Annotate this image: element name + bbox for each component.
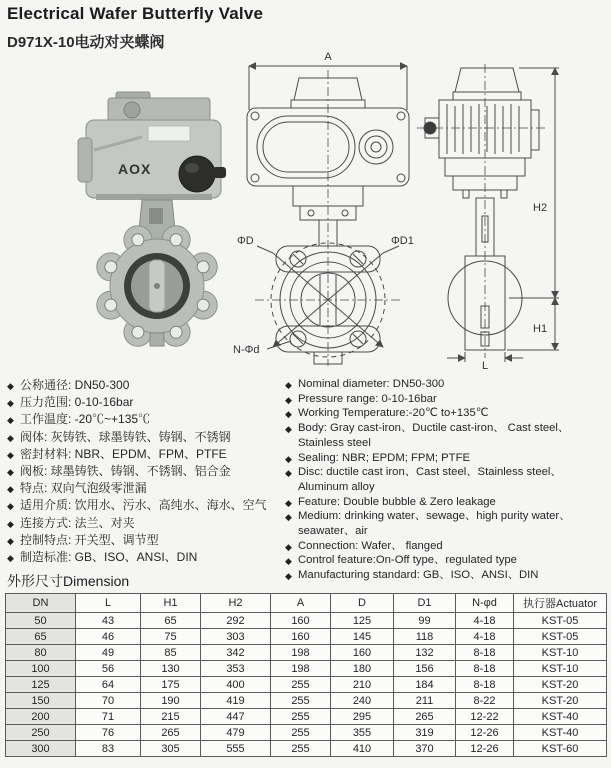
table-cell: 150 [6,693,76,709]
table-cell: 118 [394,629,456,645]
diamond-bullet-icon: ◆ [285,556,292,567]
dim-label-a: A [324,51,332,63]
dim-label-n-phi-d: N-Φd [233,344,260,356]
spec-text: Pressure range: 0-10-16bar [298,392,437,405]
table-row [6,629,607,645]
table-cell: 76 [76,725,141,741]
table-cell: 292 [201,613,271,629]
table-cell: 12-22 [456,709,514,725]
spec-item-cn [7,377,283,394]
table-cell: 50 [6,613,76,629]
table-cell: 12-26 [456,725,514,741]
table-cell: 190 [141,693,201,709]
table-cell: 479 [201,725,271,741]
table-cell: 8-18 [456,645,514,661]
table-cell: 370 [394,741,456,757]
diamond-bullet-icon: ◆ [7,415,14,426]
dim-label-h2: H2 [533,202,548,214]
actuator-illustration [78,92,226,200]
table-cell: 156 [394,661,456,677]
table-cell: 184 [394,677,456,693]
table-row [6,709,607,725]
table-row [6,677,607,693]
table-cell: 319 [394,725,456,741]
spec-list-en [285,377,601,583]
table-cell: 65 [141,613,201,629]
table-cell: 160 [271,613,331,629]
spec-item-en [285,553,601,568]
table-header-cell: H1 [141,594,201,613]
dim-label-phi-d1: ΦD1 [391,235,414,247]
diamond-bullet-icon: ◆ [285,497,292,508]
table-cell: 70 [76,693,141,709]
table-cell: 8-18 [456,677,514,693]
diamond-bullet-icon: ◆ [285,394,292,405]
spec-item-cn [7,532,283,549]
spec-item-en [285,421,601,450]
table-header-cell: DN [6,594,76,613]
front-view-drawing [233,48,423,368]
table-cell: 175 [141,677,201,693]
dimension-table [5,593,607,757]
spec-text: 连接方式: 法兰、对夹 [20,515,135,530]
table-cell: 180 [331,661,394,677]
diamond-bullet-icon: ◆ [285,468,292,479]
table-cell: 132 [394,645,456,661]
diamond-bullet-icon: ◆ [285,380,292,390]
table-cell: KST-20 [514,677,607,693]
dimension-table-body [6,613,607,757]
diamond-bullet-icon: ◆ [7,449,14,460]
table-cell: 80 [6,645,76,661]
table-cell: 56 [76,661,141,677]
spec-item-en [285,465,601,494]
brand-logo: AOX [118,161,152,177]
diamond-bullet-icon: ◆ [285,453,292,464]
spec-item-en [285,509,601,538]
valve-illustration [97,200,217,346]
diamond-bullet-icon: ◆ [285,409,292,420]
table-row [6,693,607,709]
spec-text: 阀体: 灰铸铁、球墨铸铁、铸钢、不锈钢 [20,429,231,444]
spec-text: 密封材料: NBR、EPDM、FPM、PTFE [20,446,227,461]
table-cell: 255 [271,741,331,757]
dim-label-phi-d: ΦD [237,235,254,247]
table-cell: 160 [331,645,394,661]
table-cell: 419 [201,693,271,709]
table-cell: 555 [201,741,271,757]
table-cell: KST-20 [514,693,607,709]
diamond-bullet-icon: ◆ [7,553,14,564]
spec-text: 公称通径: DN50-300 [20,378,130,392]
table-cell: 295 [331,709,394,725]
diamond-bullet-icon: ◆ [285,541,292,552]
spec-text: 控制特点: 开关型、调节型 [20,532,159,547]
spec-text: Disc: ductile cast iron、Cast steel、Stainless steel、Aluminum alloy [298,466,562,493]
table-cell: 255 [271,709,331,725]
table-cell: 210 [331,677,394,693]
table-cell: 8-22 [456,693,514,709]
spec-text: 特点: 双向气泡级零泄漏 [20,481,147,496]
spec-item-en [285,539,601,554]
spec-text: Nominal diameter: DN50-300 [298,378,445,390]
table-cell: 447 [201,709,271,725]
dimension-table-header-row [6,594,607,613]
table-cell: 353 [201,661,271,677]
table-cell: 240 [331,693,394,709]
table-cell: 130 [141,661,201,677]
product-photo [56,90,241,348]
diamond-bullet-icon: ◆ [7,535,14,546]
table-row [6,613,607,629]
table-row [6,741,607,757]
spec-item-cn [7,480,283,497]
spec-item-cn [7,497,283,514]
spec-item-cn [7,446,283,463]
spec-item-cn [7,549,283,566]
table-cell: 255 [271,677,331,693]
spec-text: Medium: drinking water、sewage、high purity water、seawater、air [298,510,571,538]
diamond-bullet-icon: ◆ [7,484,14,495]
table-cell: 145 [331,629,394,645]
spec-item-en [285,406,601,421]
side-view-drawing [413,48,573,370]
spec-text: Feature: Double bubble & Zero leakage [298,495,496,508]
table-cell: 12-26 [456,741,514,757]
table-cell: KST-10 [514,645,607,661]
table-cell: 43 [76,613,141,629]
table-cell: 255 [271,693,331,709]
table-cell: 265 [141,725,201,741]
spec-item-cn [7,515,283,532]
actuator-knob [179,156,215,192]
table-cell: 49 [76,645,141,661]
table-cell: KST-40 [514,709,607,725]
table-row [6,725,607,741]
diamond-bullet-icon: ◆ [7,501,14,512]
table-cell: 342 [201,645,271,661]
table-cell: 8-18 [456,661,514,677]
dim-label-h1: H1 [533,323,548,335]
table-header-cell: A [271,594,331,613]
spec-text: Control feature:On-Off type、regulated type [298,554,517,567]
spec-item-cn [7,411,283,428]
spec-item-en [285,495,601,510]
table-cell: 100 [6,661,76,677]
table-cell: 85 [141,645,201,661]
spec-item-cn [7,463,283,480]
diamond-bullet-icon: ◆ [285,512,292,523]
diamond-bullet-icon: ◆ [7,518,14,529]
table-header-cell: L [76,594,141,613]
spec-list-cn [7,377,283,583]
spec-item-en [285,377,601,392]
table-header-cell: D [331,594,394,613]
table-cell: 215 [141,709,201,725]
table-cell: 4-18 [456,613,514,629]
diamond-bullet-icon: ◆ [7,467,14,478]
diamond-bullet-icon: ◆ [7,432,14,443]
table-cell: 65 [6,629,76,645]
diamond-bullet-icon: ◆ [285,571,292,582]
spec-text: Working Temperature:-20℃ to+135℃ [298,407,489,420]
table-cell: 4-18 [456,629,514,645]
spec-item-en [285,392,601,407]
spec-text: Body: Gray cast-iron、Ductile cast-iron、 Cast steel、Stainless steel [298,422,570,449]
spec-text: Connection: Wafer、 flanged [298,539,443,552]
diamond-bullet-icon: ◆ [7,398,14,409]
table-cell: KST-10 [514,661,607,677]
table-cell: 400 [201,677,271,693]
table-row [6,661,607,677]
spec-item-cn [7,429,283,446]
table-cell: 200 [6,709,76,725]
page-title: Electrical Wafer Butterfly Valve [7,4,264,23]
spec-item-cn [7,394,283,411]
model-subtitle: D971X-10电动对夹蝶阀 [7,34,165,51]
table-header-cell: N-φd [456,594,514,613]
table-cell: 410 [331,741,394,757]
spec-section [7,377,607,583]
table-cell: 355 [331,725,394,741]
spec-text: Sealing: NBR; EPDM; FPM; PTFE [298,451,471,464]
table-cell: KST-40 [514,725,607,741]
spec-text: 阀板: 球墨铸铁、铸钢、不锈钢、铝合金 [20,464,231,479]
table-cell: 250 [6,725,76,741]
table-cell: 160 [271,629,331,645]
table-cell: 46 [76,629,141,645]
table-cell: 71 [76,709,141,725]
spec-text: 适用介质: 饮用水、污水、高纯水、海水、空气 [20,498,267,513]
table-cell: KST-05 [514,613,607,629]
spec-text: 制造标准: GB、ISO、ANSI、DIN [20,550,198,565]
table-cell: 303 [201,629,271,645]
table-cell: 99 [394,613,456,629]
spec-text: 压力范围: 0-10-16bar [20,395,134,410]
table-cell: 198 [271,661,331,677]
dim-label-l: L [482,360,489,370]
table-header-cell: H2 [201,594,271,613]
table-cell: 75 [141,629,201,645]
table-cell: 64 [76,677,141,693]
spec-text: 工作温度: -20℃~+135℃ [20,412,151,427]
diamond-bullet-icon: ◆ [7,381,14,391]
table-cell: 198 [271,645,331,661]
table-cell: 83 [76,741,141,757]
table-header-cell: D1 [394,594,456,613]
table-cell: 265 [394,709,456,725]
table-cell: 211 [394,693,456,709]
table-row [6,645,607,661]
spec-item-en [285,451,601,466]
table-cell: 125 [331,613,394,629]
dimension-heading: 外形尺寸Dimension [7,573,130,589]
table-header-cell: 执行器Actuator [514,594,607,613]
table-cell: 305 [141,741,201,757]
table-cell: 255 [271,725,331,741]
table-cell: 125 [6,677,76,693]
diamond-bullet-icon: ◆ [285,424,292,435]
table-cell: 300 [6,741,76,757]
table-cell: KST-60 [514,741,607,757]
table-cell: KST-05 [514,629,607,645]
spec-item-en [285,568,601,583]
spec-text: Manufacturing standard: GB、ISO、ANSI、DIN [298,569,539,582]
